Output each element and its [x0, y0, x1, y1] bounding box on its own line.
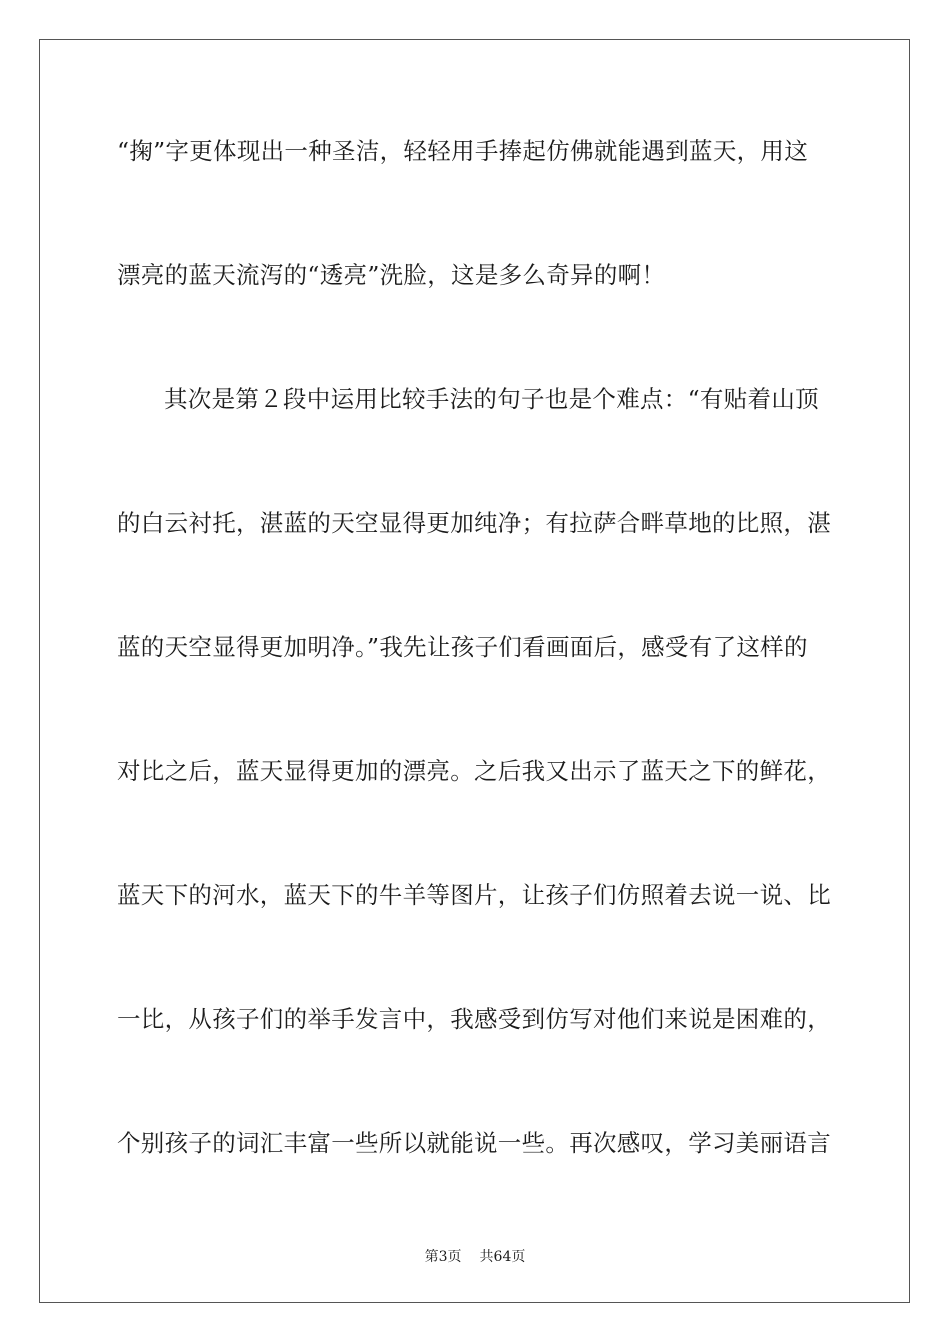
page-footer	[0, 1248, 950, 1266]
paragraph-line-5: 蓝的天空显得更加明净。”我先让孩子们看画面后，感受有了这样的	[117, 633, 808, 661]
paragraph-line-8: 一比，从孩子们的举手发言中，我感受到仿写对他们来说是困难的，	[117, 1005, 831, 1033]
paragraph-line-4: 的白云衬托，湛蓝的天空显得更加纯净；有拉萨合畔草地的比照，湛	[117, 509, 831, 537]
current-page-number: 第3页	[424, 1249, 462, 1265]
paragraph-line-7: 蓝天下的河水，蓝天下的牛羊等图片，让孩子们仿照着去说一说、比	[117, 881, 831, 909]
paragraph-line-6: 对比之后，蓝天显得更加的漂亮。之后我又出示了蓝天之下的鲜花，	[117, 757, 831, 785]
paragraph-line-1: “掬”字更体现出一种圣洁，轻轻用手捧起仿佛就能遇到蓝天，用这	[117, 137, 809, 165]
paragraph-line-3: 其次是第２段中运用比较手法的句子也是个难点：“有贴着山顶	[164, 385, 819, 413]
paragraph-line-2: 漂亮的蓝天流泻的“透亮”洗脸，这是多么奇异的啊！	[117, 261, 666, 289]
page-border	[39, 39, 910, 1303]
paragraph-line-9: 个别孩子的词汇丰富一些所以就能说一些。再次感叹，学习美丽语言	[117, 1129, 831, 1157]
total-page-count: 共64页	[479, 1249, 526, 1265]
